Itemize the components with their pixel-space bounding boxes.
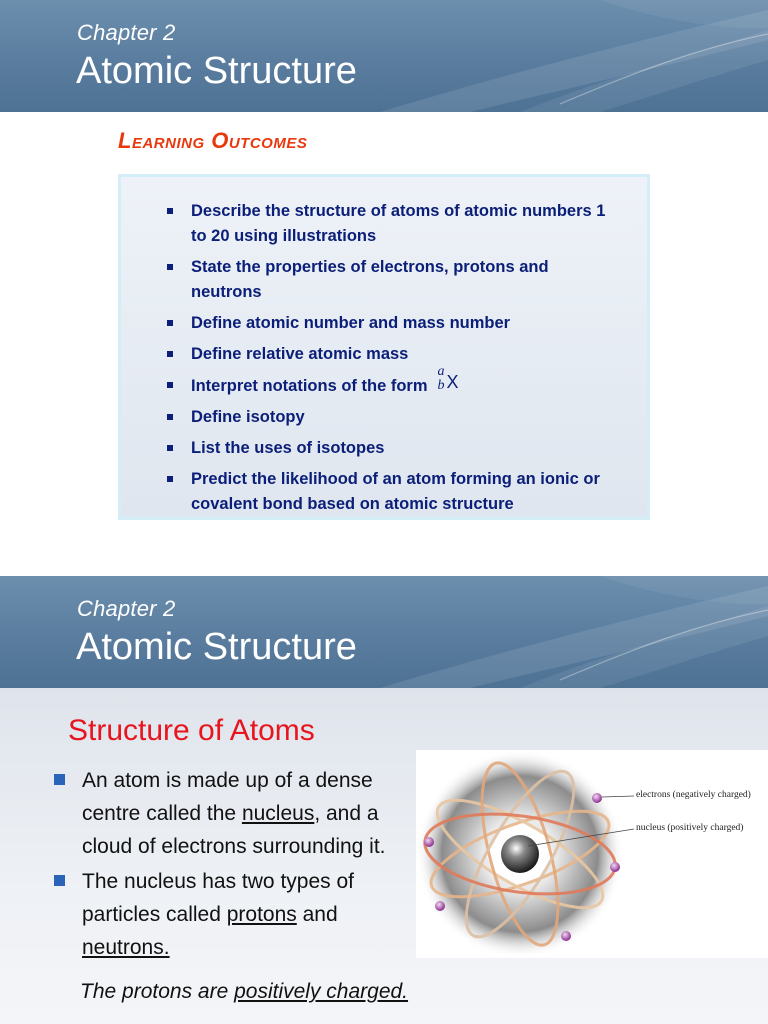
square-bullet-icon — [167, 445, 173, 451]
square-bullet-icon — [167, 208, 173, 214]
nucleus-label: nucleus (positively charged) — [636, 823, 744, 833]
electrons-label: electrons (negatively charged) — [636, 790, 751, 800]
square-bullet-icon — [167, 351, 173, 357]
electron-dot — [424, 837, 434, 847]
bullet-text: and — [296, 903, 338, 926]
chapter-title: Atomic Structure — [76, 50, 357, 92]
slide-header — [0, 0, 768, 112]
protons-term: protons — [226, 903, 297, 926]
structure-of-atoms-title: Structure of Atoms — [68, 714, 315, 747]
notation-symbol: X — [446, 372, 459, 392]
bullet-text: , and a cloud of electrons surrounding it. — [82, 802, 386, 858]
square-bullet-icon — [54, 774, 65, 785]
outcome-item — [163, 342, 623, 367]
outcome-item — [163, 199, 623, 249]
outcomes-list — [163, 199, 623, 523]
outcome-text: Predict the likelihood of an atom forming an ionic or covalent bond based on atomic structure — [191, 470, 600, 513]
neutrons-term: neutrons. — [82, 936, 170, 959]
notation-atomic-number: b — [437, 378, 445, 393]
outcome-item — [163, 255, 623, 305]
nucleus-term: nucleus — [241, 802, 315, 825]
electron-dot — [435, 901, 445, 911]
positively-charged-term: positively charged. — [234, 980, 409, 1003]
chapter-label: Chapter 2 — [77, 596, 176, 621]
atom-diagram — [416, 750, 768, 958]
outcome-item — [163, 467, 623, 517]
outcome-item — [163, 405, 623, 430]
square-bullet-icon — [167, 320, 173, 326]
chapter-label: Chapter 2 — [77, 20, 176, 45]
square-bullet-icon — [167, 264, 173, 270]
outcome-text: State the properties of electrons, protons and neutrons — [191, 258, 549, 301]
notation-mass-number: a — [437, 364, 445, 379]
square-bullet-icon — [167, 382, 173, 388]
structure-bullets — [54, 764, 414, 966]
electron-dot — [561, 931, 571, 941]
bullet-item — [54, 764, 414, 863]
outcome-text: Define relative atomic mass — [191, 345, 409, 363]
square-bullet-icon — [167, 414, 173, 420]
learning-outcomes-heading: Learning Outcomes — [118, 128, 308, 153]
outcome-text: List the uses of isotopes — [191, 439, 385, 457]
electron-label-leader — [602, 796, 634, 797]
outcome-text: Interpret notations of the form — [191, 377, 428, 395]
bullet-text: An atom is made up of a dense centre called the — [82, 769, 373, 825]
electron-dot — [592, 793, 602, 803]
chapter-title: Atomic Structure — [76, 626, 357, 668]
outcome-text: Describe the structure of atoms of atomic numbers 1 to 20 using illustrations — [191, 202, 606, 245]
outcome-item — [163, 436, 623, 461]
learning-outcomes-box — [118, 174, 650, 520]
square-bullet-icon — [167, 476, 173, 482]
square-bullet-icon — [54, 875, 65, 886]
outcome-text: Define isotopy — [191, 408, 305, 426]
outcome-item — [163, 364, 623, 399]
electron-dot — [610, 862, 620, 872]
bullet-text: The nucleus has two types of particles called — [82, 870, 354, 926]
outcome-item — [163, 311, 623, 336]
slide-structure-of-atoms — [0, 576, 768, 1024]
atom-illustration — [416, 750, 768, 958]
nuclide-notation — [434, 364, 462, 395]
bullet-item — [54, 865, 414, 964]
protons-note — [80, 980, 408, 1004]
outcome-text: Define atomic number and mass number — [191, 314, 511, 332]
note-text: The protons are — [80, 980, 235, 1003]
nucleus-sphere — [501, 835, 539, 873]
slide-header — [0, 576, 768, 688]
